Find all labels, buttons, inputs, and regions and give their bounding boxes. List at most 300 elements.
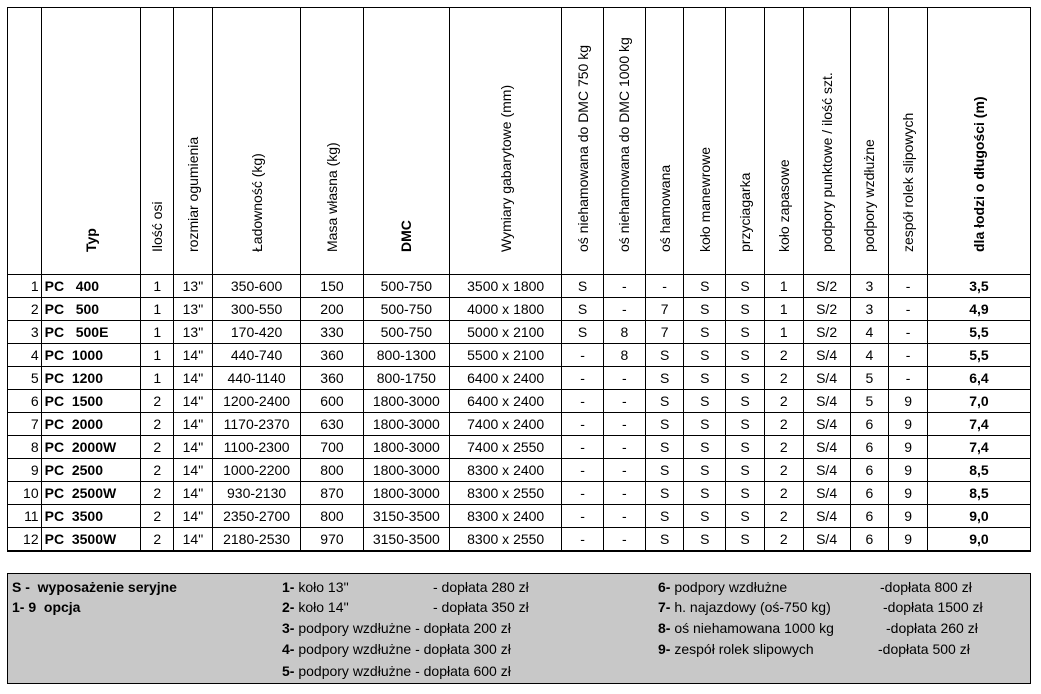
jockey-wheel-cell: S — [684, 344, 726, 367]
axle-750-cell: - — [562, 413, 604, 436]
axle-750-cell: S — [562, 298, 604, 321]
point-supports-cell: S/2 — [803, 321, 850, 344]
header-os750-label: oś niehamowana do DMC 750 kg — [574, 44, 591, 252]
boat-length-cell: 5,5 — [927, 321, 1030, 344]
slip-rollers-cell: 9 — [889, 436, 928, 459]
tire-size-cell: 14" — [174, 459, 213, 482]
legend-item-8 — [658, 619, 834, 637]
own-weight-cell: 630 — [301, 413, 363, 436]
braked-axle-cell: S — [645, 459, 684, 482]
header-wymiary — [450, 8, 562, 275]
header-os-hamowana-label: oś hamowana — [656, 164, 673, 252]
spare-wheel-cell: 1 — [764, 298, 803, 321]
axles-cell: 2 — [141, 528, 174, 552]
legend-item-5 — [282, 662, 511, 680]
slip-rollers-cell: 9 — [889, 528, 928, 552]
own-weight-cell: 970 — [301, 528, 363, 552]
legend-item-7 — [658, 598, 831, 616]
table-row — [8, 459, 1031, 482]
header-rolki — [889, 8, 928, 275]
winch-cell: S — [726, 459, 765, 482]
axles-cell: 2 — [141, 459, 174, 482]
own-weight-cell: 360 — [301, 344, 363, 367]
jockey-wheel-cell: S — [684, 275, 726, 298]
point-supports-cell: S/4 — [803, 505, 850, 528]
boat-length-cell: 7,0 — [927, 390, 1030, 413]
own-weight-cell: 200 — [301, 298, 363, 321]
slip-rollers-cell: - — [889, 344, 928, 367]
load-capacity-cell: 1200-2400 — [212, 390, 301, 413]
axle-1000-cell: - — [603, 459, 645, 482]
legend-item-text: koło 13'' — [298, 579, 349, 595]
header-kolo-manewrowe — [684, 8, 726, 275]
slip-rollers-cell: - — [889, 367, 928, 390]
braked-axle-cell: S — [645, 367, 684, 390]
header-dmc-label: DMC — [398, 220, 415, 252]
winch-cell: S — [726, 298, 765, 321]
legend-item-key: 5- — [282, 663, 295, 679]
header-masa — [301, 8, 363, 275]
jockey-wheel-cell: S — [684, 367, 726, 390]
winch-cell: S — [726, 505, 765, 528]
boat-length-cell: 4,9 — [927, 298, 1030, 321]
dimensions-cell: 5500 x 2100 — [450, 344, 562, 367]
dimensions-cell: 6400 x 2400 — [450, 367, 562, 390]
legend-item-7-price: -dopłata 1500 zł — [883, 599, 983, 615]
legend-item-1-price: - dopłata 280 zł — [433, 579, 529, 595]
spare-wheel-cell: 2 — [764, 528, 803, 552]
axles-cell: 2 — [141, 390, 174, 413]
tire-size-cell: 13" — [174, 298, 213, 321]
spare-wheel-cell: 1 — [764, 275, 803, 298]
spare-wheel-cell: 1 — [764, 321, 803, 344]
winch-cell: S — [726, 482, 765, 505]
type-cell: PC 2000W — [41, 436, 141, 459]
legend-option-key: 1- 9 opcja — [12, 599, 81, 615]
long-supports-cell: 5 — [850, 367, 889, 390]
load-capacity-cell: 170-420 — [212, 321, 301, 344]
legend-item-8-price: -dopłata 260 zł — [886, 620, 978, 636]
boat-length-cell: 3,5 — [927, 275, 1030, 298]
header-kolo-manewrowe-label: koło manewrowe — [696, 146, 713, 252]
gvw-cell: 800-1300 — [363, 344, 450, 367]
header-os1000-label: oś niehamowana do DMC 1000 kg — [616, 37, 633, 252]
row-index: 6 — [8, 390, 42, 413]
row-index: 1 — [8, 275, 42, 298]
row-index: 2 — [8, 298, 42, 321]
axles-cell: 1 — [141, 275, 174, 298]
table-row — [8, 344, 1031, 367]
own-weight-cell: 800 — [301, 505, 363, 528]
jockey-wheel-cell: S — [684, 459, 726, 482]
own-weight-cell: 150 — [301, 275, 363, 298]
tire-size-cell: 14" — [174, 390, 213, 413]
type-cell: PC 3500W — [41, 528, 141, 552]
type-cell: PC 2500 — [41, 459, 141, 482]
axle-750-cell: S — [562, 275, 604, 298]
dimensions-cell: 4000 x 1800 — [450, 298, 562, 321]
braked-axle-cell: S — [645, 505, 684, 528]
long-supports-cell: 6 — [850, 413, 889, 436]
type-cell: PC 1500 — [41, 390, 141, 413]
spare-wheel-cell: 2 — [764, 436, 803, 459]
tire-size-cell: 14" — [174, 528, 213, 552]
dimensions-cell: 8300 x 2400 — [450, 505, 562, 528]
tire-size-cell: 14" — [174, 505, 213, 528]
axle-750-cell: - — [562, 436, 604, 459]
legend-item-key: 9- — [658, 641, 671, 657]
braked-axle-cell: 7 — [645, 298, 684, 321]
slip-rollers-cell: 9 — [889, 482, 928, 505]
legend-item-text: oś niehamowana 1000 kg — [674, 620, 834, 636]
jockey-wheel-cell: S — [684, 505, 726, 528]
legend-item-4 — [282, 640, 511, 658]
gvw-cell: 1800-3000 — [363, 390, 450, 413]
header-row — [8, 8, 1031, 275]
header-kolo-zapasowe — [764, 8, 803, 275]
load-capacity-cell: 1000-2200 — [212, 459, 301, 482]
table-row — [8, 482, 1031, 505]
winch-cell: S — [726, 321, 765, 344]
legend-item-6-price: -dopłata 800 zł — [880, 579, 972, 595]
legend-item-text: podpory wzdłużne — [674, 579, 788, 595]
header-os-hamowana — [645, 8, 684, 275]
type-cell: PC 1200 — [41, 367, 141, 390]
legend-item-text: podpory wzdłużne - dopłata 200 zł — [298, 620, 511, 636]
legend-item-text: podpory wzdłużne - dopłata 600 zł — [298, 663, 511, 679]
tire-size-cell: 14" — [174, 413, 213, 436]
legend-item-3 — [282, 619, 511, 637]
spare-wheel-cell: 2 — [764, 413, 803, 436]
table-row — [8, 390, 1031, 413]
legend-item-key: 2- — [282, 599, 295, 615]
axles-cell: 1 — [141, 367, 174, 390]
header-dlugosc-label: dla łodzi o długości (m) — [970, 96, 987, 252]
load-capacity-cell: 440-1140 — [212, 367, 301, 390]
axle-1000-cell: - — [603, 436, 645, 459]
header-przyciagarka-label: przyciagarka — [737, 172, 754, 252]
gvw-cell: 500-750 — [363, 275, 450, 298]
boat-length-cell: 9,0 — [927, 528, 1030, 552]
tire-size-cell: 14" — [174, 367, 213, 390]
row-index: 7 — [8, 413, 42, 436]
header-typ-label: Typ — [83, 228, 100, 252]
own-weight-cell: 360 — [301, 367, 363, 390]
winch-cell: S — [726, 275, 765, 298]
legend-item-1 — [282, 578, 349, 596]
jockey-wheel-cell: S — [684, 413, 726, 436]
braked-axle-cell: S — [645, 390, 684, 413]
axle-1000-cell: - — [603, 528, 645, 552]
header-przyciagarka — [726, 8, 765, 275]
long-supports-cell: 6 — [850, 528, 889, 552]
legend-item-key: 8- — [658, 620, 671, 636]
jockey-wheel-cell: S — [684, 482, 726, 505]
braked-axle-cell: - — [645, 275, 684, 298]
axle-1000-cell: - — [603, 505, 645, 528]
slip-rollers-cell: - — [889, 321, 928, 344]
header-ilosc-osi — [141, 8, 174, 275]
slip-rollers-cell: 9 — [889, 413, 928, 436]
long-supports-cell: 5 — [850, 390, 889, 413]
table-row — [8, 275, 1031, 298]
header-index — [8, 8, 42, 275]
gvw-cell: 1800-3000 — [363, 436, 450, 459]
axle-750-cell: - — [562, 505, 604, 528]
spare-wheel-cell: 2 — [764, 367, 803, 390]
long-supports-cell: 6 — [850, 436, 889, 459]
axle-750-cell: - — [562, 528, 604, 552]
table-row — [8, 321, 1031, 344]
long-supports-cell: 6 — [850, 459, 889, 482]
type-cell: PC 2000 — [41, 413, 141, 436]
axle-1000-cell: - — [603, 482, 645, 505]
row-index: 5 — [8, 367, 42, 390]
load-capacity-cell: 2180-2530 — [212, 528, 301, 552]
load-capacity-cell: 1100-2300 — [212, 436, 301, 459]
winch-cell: S — [726, 344, 765, 367]
tire-size-cell: 13" — [174, 275, 213, 298]
slip-rollers-cell: - — [889, 275, 928, 298]
header-kolo-zapasowe-label: koło zapasowe — [775, 159, 792, 252]
header-ogumienie-label: rozmiar ogumienia — [184, 136, 201, 252]
braked-axle-cell: S — [645, 528, 684, 552]
dimensions-cell: 6400 x 2400 — [450, 390, 562, 413]
dimensions-cell: 3500 x 1800 — [450, 275, 562, 298]
legend-item-text: koło 14'' — [298, 599, 349, 615]
legend-item-6 — [658, 578, 787, 596]
legend-item-text: podpory wzdłużne - dopłata 300 zł — [298, 641, 511, 657]
row-index: 10 — [8, 482, 42, 505]
header-podpory-wzdluzne — [850, 8, 889, 275]
dimensions-cell: 7400 x 2550 — [450, 436, 562, 459]
header-dmc — [363, 8, 450, 275]
boat-length-cell: 7,4 — [927, 436, 1030, 459]
jockey-wheel-cell: S — [684, 528, 726, 552]
legend-item-9 — [658, 640, 814, 658]
boat-length-cell: 7,4 — [927, 413, 1030, 436]
boat-length-cell: 5,5 — [927, 344, 1030, 367]
axles-cell: 2 — [141, 413, 174, 436]
gvw-cell: 500-750 — [363, 321, 450, 344]
point-supports-cell: S/4 — [803, 459, 850, 482]
tire-size-cell: 13" — [174, 321, 213, 344]
braked-axle-cell: S — [645, 436, 684, 459]
load-capacity-cell: 2350-2700 — [212, 505, 301, 528]
axle-1000-cell: - — [603, 275, 645, 298]
axle-1000-cell: - — [603, 298, 645, 321]
header-rolki-label: zespół rolek slipowych — [900, 112, 917, 252]
legend-item-key: 1- — [282, 579, 295, 595]
own-weight-cell: 700 — [301, 436, 363, 459]
axles-cell: 1 — [141, 298, 174, 321]
axle-1000-cell: 8 — [603, 321, 645, 344]
slip-rollers-cell: 9 — [889, 459, 928, 482]
point-supports-cell: S/2 — [803, 298, 850, 321]
point-supports-cell: S/4 — [803, 482, 850, 505]
legend-panel — [7, 573, 1031, 684]
long-supports-cell: 3 — [850, 275, 889, 298]
point-supports-cell: S/4 — [803, 436, 850, 459]
axles-cell: 2 — [141, 482, 174, 505]
header-os750 — [562, 8, 604, 275]
spare-wheel-cell: 2 — [764, 390, 803, 413]
dimensions-cell: 8300 x 2400 — [450, 459, 562, 482]
table-row — [8, 367, 1031, 390]
axle-750-cell: - — [562, 367, 604, 390]
dimensions-cell: 7400 x 2400 — [450, 413, 562, 436]
spare-wheel-cell: 2 — [764, 482, 803, 505]
winch-cell: S — [726, 413, 765, 436]
header-masa-label: Masa własna (kg) — [323, 142, 340, 252]
point-supports-cell: S/4 — [803, 390, 850, 413]
long-supports-cell: 6 — [850, 505, 889, 528]
spare-wheel-cell: 2 — [764, 459, 803, 482]
axle-1000-cell: - — [603, 367, 645, 390]
point-supports-cell: S/4 — [803, 367, 850, 390]
type-cell: PC 2500W — [41, 482, 141, 505]
point-supports-cell: S/4 — [803, 344, 850, 367]
tire-size-cell: 14" — [174, 344, 213, 367]
winch-cell: S — [726, 436, 765, 459]
axle-1000-cell: 8 — [603, 344, 645, 367]
row-index: 11 — [8, 505, 42, 528]
gvw-cell: 3150-3500 — [363, 528, 450, 552]
table-row — [8, 505, 1031, 528]
boat-length-cell: 8,5 — [927, 459, 1030, 482]
header-podpory-punktowe-label: podpory punktowe / ilość szt. — [818, 72, 835, 252]
table-row — [8, 413, 1031, 436]
axles-cell: 1 — [141, 344, 174, 367]
gvw-cell: 500-750 — [363, 298, 450, 321]
dimensions-cell: 5000 x 2100 — [450, 321, 562, 344]
gvw-cell: 1800-3000 — [363, 459, 450, 482]
jockey-wheel-cell: S — [684, 298, 726, 321]
gvw-cell: 1800-3000 — [363, 413, 450, 436]
header-dlugosc — [927, 8, 1030, 275]
boat-length-cell: 8,5 — [927, 482, 1030, 505]
legend-item-2-price: - dopłata 350 zł — [433, 599, 529, 615]
header-typ — [41, 8, 141, 275]
own-weight-cell: 330 — [301, 321, 363, 344]
jockey-wheel-cell: S — [684, 436, 726, 459]
legend-item-text: zespół rolek slipowych — [674, 641, 814, 657]
spare-wheel-cell: 2 — [764, 344, 803, 367]
point-supports-cell: S/2 — [803, 275, 850, 298]
row-index: 3 — [8, 321, 42, 344]
legend-item-text: h. najazdowy (oś-750 kg) — [674, 599, 831, 615]
long-supports-cell: 4 — [850, 321, 889, 344]
point-supports-cell: S/4 — [803, 528, 850, 552]
legend-item-key: 4- — [282, 641, 295, 657]
header-ladownosc-label: Ładowność (kg) — [248, 153, 265, 252]
type-cell: PC 500 — [41, 298, 141, 321]
legend-item-key: 6- — [658, 579, 671, 595]
type-cell: PC 1000 — [41, 344, 141, 367]
header-podpory-wzdluzne-label: podpory wzdłużne — [861, 139, 878, 252]
axle-750-cell: - — [562, 459, 604, 482]
point-supports-cell: S/4 — [803, 413, 850, 436]
row-index: 4 — [8, 344, 42, 367]
header-podpory-punktowe — [803, 8, 850, 275]
row-index: 9 — [8, 459, 42, 482]
spare-wheel-cell: 2 — [764, 505, 803, 528]
braked-axle-cell: 7 — [645, 321, 684, 344]
load-capacity-cell: 930-2130 — [212, 482, 301, 505]
header-ogumienie — [174, 8, 213, 275]
slip-rollers-cell: 9 — [889, 505, 928, 528]
dimensions-cell: 8300 x 2550 — [450, 482, 562, 505]
dimensions-cell: 8300 x 2550 — [450, 528, 562, 552]
axle-750-cell: - — [562, 390, 604, 413]
winch-cell: S — [726, 390, 765, 413]
table-row — [8, 436, 1031, 459]
winch-cell: S — [726, 528, 765, 552]
load-capacity-cell: 350-600 — [212, 275, 301, 298]
gvw-cell: 3150-3500 — [363, 505, 450, 528]
long-supports-cell: 6 — [850, 482, 889, 505]
load-capacity-cell: 300-550 — [212, 298, 301, 321]
winch-cell: S — [726, 367, 765, 390]
legend-item-key: 7- — [658, 599, 671, 615]
row-index: 12 — [8, 528, 42, 552]
braked-axle-cell: S — [645, 482, 684, 505]
jockey-wheel-cell: S — [684, 321, 726, 344]
row-index: 8 — [8, 436, 42, 459]
axle-1000-cell: - — [603, 390, 645, 413]
table-row — [8, 298, 1031, 321]
braked-axle-cell: S — [645, 413, 684, 436]
slip-rollers-cell: 9 — [889, 390, 928, 413]
type-cell: PC 500E — [41, 321, 141, 344]
header-os1000 — [603, 8, 645, 275]
header-wymiary-label: Wymiary gabarytowe (mm) — [497, 84, 514, 252]
axle-750-cell: - — [562, 482, 604, 505]
boat-length-cell: 9,0 — [927, 505, 1030, 528]
own-weight-cell: 870 — [301, 482, 363, 505]
legend-item-key: 3- — [282, 620, 295, 636]
gvw-cell: 1800-3000 — [363, 482, 450, 505]
type-cell: PC 400 — [41, 275, 141, 298]
header-ilosc-osi-label: Ilość osi — [149, 201, 166, 252]
load-capacity-cell: 1170-2370 — [212, 413, 301, 436]
tire-size-cell: 14" — [174, 482, 213, 505]
long-supports-cell: 3 — [850, 298, 889, 321]
own-weight-cell: 600 — [301, 390, 363, 413]
tire-size-cell: 14" — [174, 436, 213, 459]
axles-cell: 2 — [141, 436, 174, 459]
braked-axle-cell: S — [645, 344, 684, 367]
legend-item-2 — [282, 598, 349, 616]
table-row — [8, 528, 1031, 552]
legend-s-key: S - wyposażenie seryjne — [12, 579, 177, 595]
gvw-cell: 800-1750 — [363, 367, 450, 390]
header-ladownosc — [212, 8, 301, 275]
axle-750-cell: - — [562, 344, 604, 367]
jockey-wheel-cell: S — [684, 390, 726, 413]
trailer-spec-table — [7, 7, 1031, 552]
axle-750-cell: S — [562, 321, 604, 344]
axles-cell: 1 — [141, 321, 174, 344]
slip-rollers-cell: - — [889, 298, 928, 321]
load-capacity-cell: 440-740 — [212, 344, 301, 367]
type-cell: PC 3500 — [41, 505, 141, 528]
long-supports-cell: 4 — [850, 344, 889, 367]
own-weight-cell: 800 — [301, 459, 363, 482]
axles-cell: 2 — [141, 505, 174, 528]
legend-item-9-price: -dopłata 500 zł — [878, 641, 970, 657]
axle-1000-cell: - — [603, 413, 645, 436]
